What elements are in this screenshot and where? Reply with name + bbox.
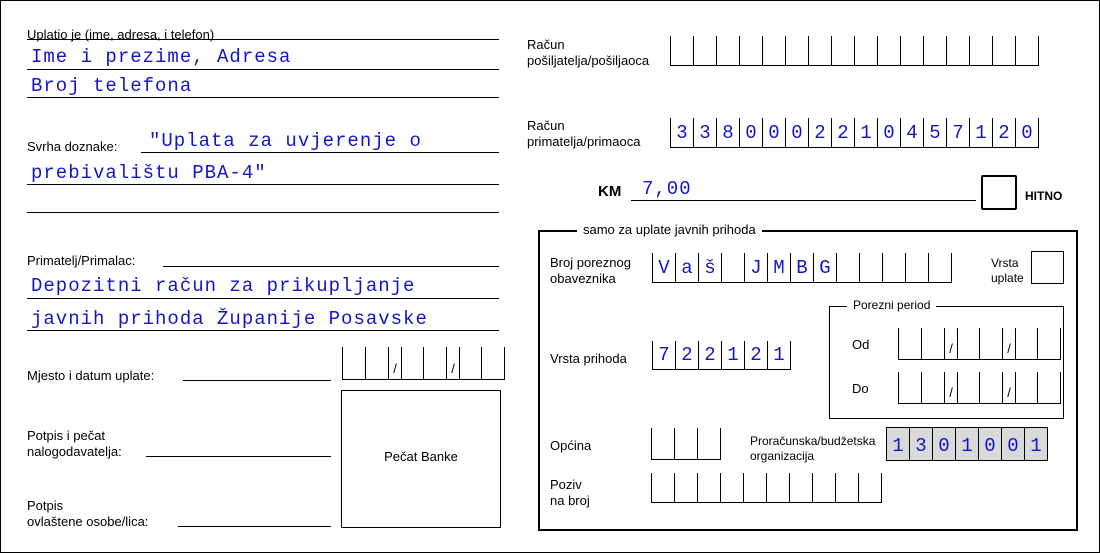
date-cells[interactable]: / /: [342, 347, 505, 380]
payer-label: Uplatio je (ime, adresa, i telefon): [27, 27, 215, 42]
sender-account-label-1: Račun: [527, 37, 565, 52]
recipient-label: Primatelj/Primalac:: [27, 253, 136, 268]
recipient-underline-0: [163, 266, 499, 267]
taxpayer-id-cells[interactable]: V a š J M B G: [652, 253, 952, 283]
amount-value[interactable]: 7,00: [642, 178, 692, 200]
budget-org-label-1: Proračunska/budžetska: [750, 434, 876, 448]
purpose-label: Svrha doznake:: [27, 139, 118, 154]
taxpayer-label-1: Broj poreznog: [550, 255, 631, 270]
place-underline: [183, 380, 331, 381]
payment-type-label-2: uplate: [991, 271, 1024, 285]
bank-stamp-box: [341, 390, 501, 528]
payer-line-2: [27, 97, 499, 98]
signature-label-2: nalogodavatelja:: [27, 444, 122, 459]
sender-account-label-2: pošiljatelja/pošiljaoca: [527, 53, 650, 68]
payer-phone[interactable]: Broj telefona: [31, 75, 193, 97]
authorized-underline: [178, 526, 331, 527]
municipality-cells[interactable]: [651, 428, 721, 460]
bank-stamp-label: Pečat Banke: [384, 449, 458, 464]
recipient-underline-2: [27, 330, 499, 331]
signature-label-1: Potpis i pečat: [27, 428, 106, 443]
from-label: Od: [852, 337, 870, 352]
payment-type-label-1: Vrsta: [991, 256, 1019, 270]
authorized-label-1: Potpis: [27, 498, 64, 513]
currency-label: KM: [598, 183, 622, 200]
urgent-checkbox[interactable]: [981, 175, 1017, 210]
tax-period-legend: Porezni period: [847, 298, 936, 312]
purpose-line-1[interactable]: "Uplata za uvjerenje o: [149, 130, 422, 152]
revenue-type-cells[interactable]: 7 2 2 1 2 1: [652, 341, 791, 370]
purpose-underline-2: [27, 184, 499, 185]
payer-name-address[interactable]: Ime i prezime, Adresa: [31, 46, 292, 68]
municipality-label: Općina: [550, 438, 592, 453]
amount-underline: [631, 200, 976, 201]
reference-label-1: Poziv: [550, 477, 582, 492]
period-to-cells[interactable]: / /: [898, 372, 1061, 404]
reference-number-cells[interactable]: [651, 473, 882, 503]
recipient-account-cells[interactable]: 3 3 8 0 0 0 2 2 1 0 4 5 7 1 2 0: [670, 118, 1039, 148]
recipient-account-label-2: primatelja/primaoca: [527, 134, 641, 149]
purpose-line-2[interactable]: prebivalištu PBA-4": [31, 162, 267, 184]
purpose-underline-3: [27, 212, 499, 213]
purpose-underline-1: [141, 152, 499, 153]
urgent-label: HITNO: [1025, 189, 1063, 203]
recipient-line-2[interactable]: javnih prihoda Županije Posavske: [31, 308, 428, 330]
signature-underline: [146, 456, 331, 457]
recipient-account-label-1: Račun: [527, 118, 565, 133]
taxpayer-label-2: obaveznika: [550, 271, 616, 286]
recipient-line-1[interactable]: Depozitni račun za prikupljanje: [31, 275, 416, 297]
authorized-label-2: ovlaštene osobe/lica:: [27, 514, 149, 529]
to-label: Do: [852, 381, 869, 396]
revenue-type-label: Vrsta prihoda: [550, 351, 627, 366]
budget-org-cells[interactable]: 1 3 0 1 0 0 1: [886, 427, 1048, 461]
payer-line-1: [27, 69, 499, 70]
reference-label-2: na broj: [550, 493, 590, 508]
place-date-label: Mjesto i datum uplate:: [27, 368, 155, 383]
payment-type-box[interactable]: [1031, 251, 1064, 284]
budget-org-label-2: organizacija: [750, 449, 815, 463]
public-revenue-legend: samo za uplate javnih prihoda: [577, 222, 762, 237]
payer-line-0: [27, 39, 499, 40]
period-from-cells[interactable]: / /: [898, 328, 1061, 360]
recipient-underline-1: [27, 298, 499, 299]
sender-account-cells[interactable]: [670, 36, 1039, 66]
